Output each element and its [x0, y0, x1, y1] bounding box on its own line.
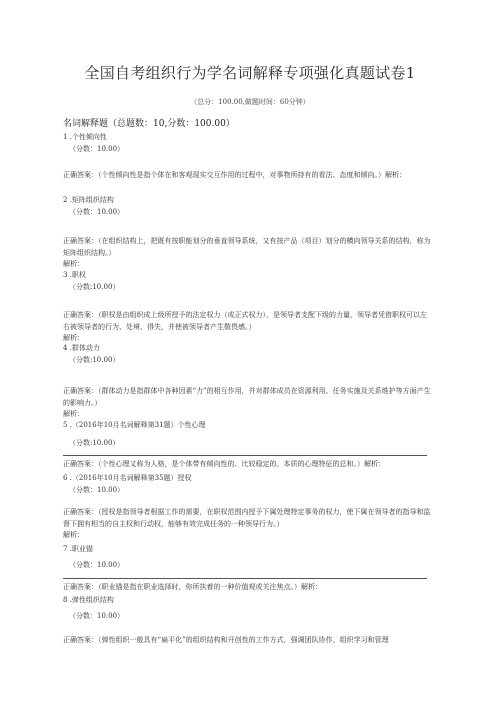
analysis-label: 解析： [63, 334, 84, 342]
question-2 [63, 195, 433, 218]
question-heading: 5 .（2016年10月名词解释第31题）个性心理 [63, 421, 206, 429]
answer-text: 正确答案：（群体动力是指群体中各种因素“力”的相互作用，并对群体成员在资源利用、任务实施及关系维护等方面产生的影响力。） [63, 387, 431, 407]
question-score: （分数：10.00） [69, 611, 125, 620]
answer-text: 正确答案：（个性倾向性是指个体在和客观现实交互作用的过程中，对事物所持有的看法、态度和倾向。）解析： [63, 171, 406, 179]
answer-text: 正确答案：（在组织结构上，把既有按职能划分的垂直领导系统，又有按产品（项目）划分的横向领导关系的结构，称为矩阵组织结构。） [63, 237, 431, 257]
answer-6 [63, 507, 433, 542]
question-score: （分数:10.00） [69, 282, 120, 291]
question-3 [63, 270, 433, 293]
question-score: （分数:10.00） [69, 355, 120, 364]
answer-7 [63, 582, 433, 594]
question-1 [63, 132, 433, 155]
question-heading: 6 .（2016年10月名词解释第35题）授权 [63, 474, 192, 482]
question-heading: 2 .矩阵组织结构 [63, 196, 114, 204]
answer-3 [63, 310, 433, 345]
question-4 [63, 343, 433, 366]
question-score: （分数：10.00） [69, 560, 125, 569]
question-heading: 3 .职权 [63, 271, 86, 279]
answer-text: 正确答案：（授权是指领导者根据工作的需要，在职权范围内授予下属处理特定事务的权力，使下属在领导者的指导和监督下拥有相当的自主权和行动权，能够有效完成任务的一种领导行为。） [63, 508, 431, 528]
question-score: （分数:10.00） [69, 438, 120, 447]
question-6 [63, 473, 433, 496]
analysis-label: 解析： [63, 531, 84, 539]
question-7 [63, 544, 433, 571]
answer-1 [63, 170, 433, 182]
question-8 [63, 595, 433, 622]
question-heading: 7 .职业锚 [63, 545, 93, 553]
question-score: （分数：10.00） [69, 144, 125, 153]
page-title: 全国自考组织行为学名词解释专项强化真题试卷1 [84, 64, 416, 82]
question-score: （分数：10.00） [69, 207, 125, 216]
answer-5 [63, 459, 433, 471]
question-score: （分数：10.00） [69, 485, 125, 494]
answer-8 [63, 635, 433, 647]
analysis-label: 解析： [63, 410, 84, 418]
answer-2 [63, 236, 433, 271]
section-heading: 名词解释题（总题数：10,分数：100.00） [63, 119, 235, 129]
answer-text: 正确答案：（职业锚是指在职业选择时，你所执着的一种价值观或关注焦点。）解析： [63, 583, 322, 591]
question-5 [63, 420, 433, 449]
exam-meta: （总分：100.00,做题时间：60分钟） [190, 98, 310, 106]
answer-text: 正确答案：（个性心理又称为人格，是个体带有倾向性的、比较稳定的、本质的心理特征的总和。）解析： [63, 460, 385, 468]
answer-4 [63, 386, 433, 421]
question-heading: 1 .个性倾向性 [63, 133, 107, 141]
question-heading: 4 .群体动力 [63, 344, 100, 352]
answer-text: 正确答案：（职权是由组织成上级所授予的法定权力（或正式权力），是领导者支配下级的力量，领导者凭借职权可以左右被领导者的行为、处境、得失，并使被领导者产生敬畏感。） [63, 311, 427, 331]
divider [63, 578, 427, 579]
answer-text: 正确答案：（弹性组织一般具有“扁平化”的组织结构和开创性的工作方式，强调团队协作、组织学习和管理 [63, 636, 389, 644]
divider [63, 455, 427, 456]
analysis-label: 解析： [63, 260, 84, 268]
question-heading: 8 .弹性组织结构 [63, 596, 114, 604]
